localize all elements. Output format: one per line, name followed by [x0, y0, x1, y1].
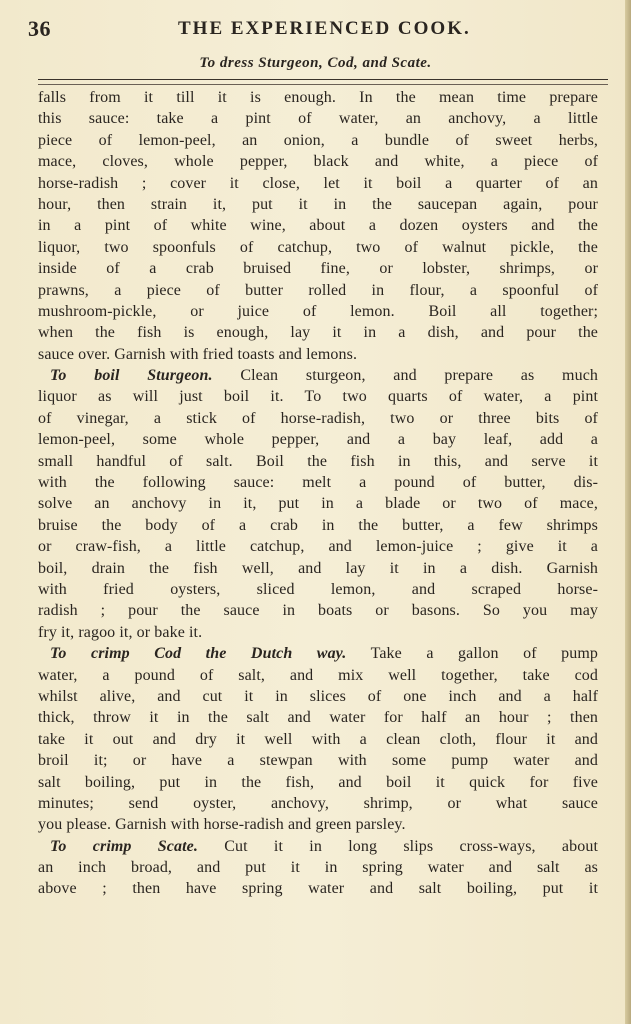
text-line [38, 515, 598, 536]
text-line [38, 344, 598, 365]
line-text: boil, drain the fish well, and lay it in a dish. Garnish [38, 559, 598, 577]
recipe-title: To crimp Cod the Dutch way. [50, 645, 347, 663]
line-text: you please. Garnish with horse-radish and green parsley. [38, 816, 406, 834]
text-line [38, 194, 598, 215]
text-line [38, 793, 598, 814]
recipe-title: To crimp Scate. [50, 837, 198, 855]
line-text: above ; then have spring water and salt boiling, put it [38, 880, 598, 898]
recipe-title: To boil Sturgeon. [50, 367, 213, 385]
text-line [38, 579, 598, 600]
body-text [38, 87, 598, 900]
text-line [38, 707, 598, 728]
line-text: salt boiling, put in the fish, and boil it quick for five [38, 773, 598, 791]
text-line [38, 536, 598, 557]
text-line [38, 130, 598, 151]
line-text: mace, cloves, whole pepper, black and white, a piece of [38, 153, 598, 171]
line-text: sauce over. Garnish with fried toasts and lemons. [38, 345, 358, 363]
line-text: radish ; pour the sauce in boats or basons. So you may [38, 602, 598, 620]
line-text: whilst alive, and cut it in slices of one inch and a half [38, 687, 598, 705]
line-text: this sauce: take a pint of water, an anchovy, a little [38, 110, 598, 128]
line-text: or craw-fish, a little catchup, and lemon-juice ; give it a [38, 538, 598, 556]
text-line [38, 151, 598, 172]
text-line [38, 408, 598, 429]
running-head: THE EXPERIENCED COOK. [178, 18, 471, 39]
line-text: liquor, two spoonfuls of catchup, two of walnut pickle, the [38, 238, 598, 256]
text-line [38, 173, 598, 194]
line-text: lemon-peel, some whole pepper, and a bay leaf, add a [38, 431, 598, 449]
text-line [38, 258, 598, 279]
line-text: prawns, a piece of butter rolled in flour, a spoonful of [38, 281, 598, 299]
text-line [38, 643, 598, 664]
line-text: in a pint of white wine, about a dozen oysters and the [38, 217, 598, 235]
line-text: Cut it in long slips cross-ways, about [197, 837, 598, 855]
line-text: when the fish is enough, lay it in a dish, and pour the [38, 324, 598, 342]
text-line [38, 600, 598, 621]
text-line [38, 750, 598, 771]
line-text: of vinegar, a stick of horse-radish, two or three bits of [38, 409, 598, 427]
text-line [38, 622, 598, 643]
page-header [28, 14, 602, 42]
text-line [38, 857, 598, 878]
line-text: with fried oysters, sliced lemon, and scraped horse- [38, 580, 598, 598]
text-line [38, 365, 598, 386]
line-text: Clean sturgeon, and prepare as much [212, 367, 598, 385]
text-line [38, 772, 598, 793]
text-line [38, 836, 598, 857]
line-text: thick, throw it in the salt and water for half an hour ; then [38, 709, 598, 727]
header-rule [38, 79, 608, 80]
text-line [38, 280, 598, 301]
line-text: hour, then strain it, put it in the saucepan again, pour [38, 195, 598, 213]
text-line [38, 814, 598, 835]
line-text: take it out and dry it well with a clean cloth, flour it and [38, 730, 598, 748]
section-subheading: To dress Sturgeon, Cod, and Scate. [199, 55, 432, 71]
text-line [38, 451, 598, 472]
text-line [38, 878, 598, 899]
text-line [38, 429, 598, 450]
line-text: liquor as will just boil it. To two quarts of water, a pint [38, 388, 598, 406]
line-text: broil it; or have a stewpan with some pump water and [38, 752, 598, 770]
text-line [38, 729, 598, 750]
text-line [38, 386, 598, 407]
text-line [38, 322, 598, 343]
line-text: falls from it till it is enough. In the mean time prepare [38, 89, 598, 106]
line-text: piece of lemon-peel, an onion, a bundle of sweet herbs, [38, 131, 598, 149]
text-line [38, 493, 598, 514]
text-line [38, 87, 598, 108]
page-number: 36 [28, 16, 51, 41]
line-text: horse-radish ; cover it close, let it boil a quarter of an [38, 174, 598, 192]
text-line [38, 665, 598, 686]
line-text: minutes; send oyster, anchovy, shrimp, or what sauce [38, 794, 598, 812]
line-text: solve an anchovy in it, put in a blade or two of mace, [38, 495, 598, 513]
line-text: bruise the body of a crab in the butter, a few shrimps [38, 516, 598, 534]
text-line [38, 558, 598, 579]
header-rule-thin [38, 84, 608, 85]
line-text: Take a gallon of pump [346, 645, 598, 663]
text-line [38, 472, 598, 493]
line-text: an inch broad, and put it in spring water and salt as [38, 859, 598, 877]
line-text: small handful of salt. Boil the fish in this, and serve it [38, 452, 598, 470]
text-line [38, 215, 598, 236]
text-line [38, 686, 598, 707]
text-line [38, 237, 598, 258]
text-line [38, 108, 598, 129]
line-text: mushroom-pickle, or juice of lemon. Boil all together; [38, 302, 598, 320]
line-text: with the following sauce: melt a pound of butter, dis- [38, 474, 598, 492]
text-line [38, 301, 598, 322]
page-edge [625, 0, 631, 1024]
line-text: fry it, ragoo it, or bake it. [38, 623, 203, 641]
line-text: water, a pound of salt, and mix well together, take cod [38, 666, 598, 684]
line-text: inside of a crab bruised fine, or lobster, shrimps, or [38, 260, 598, 278]
